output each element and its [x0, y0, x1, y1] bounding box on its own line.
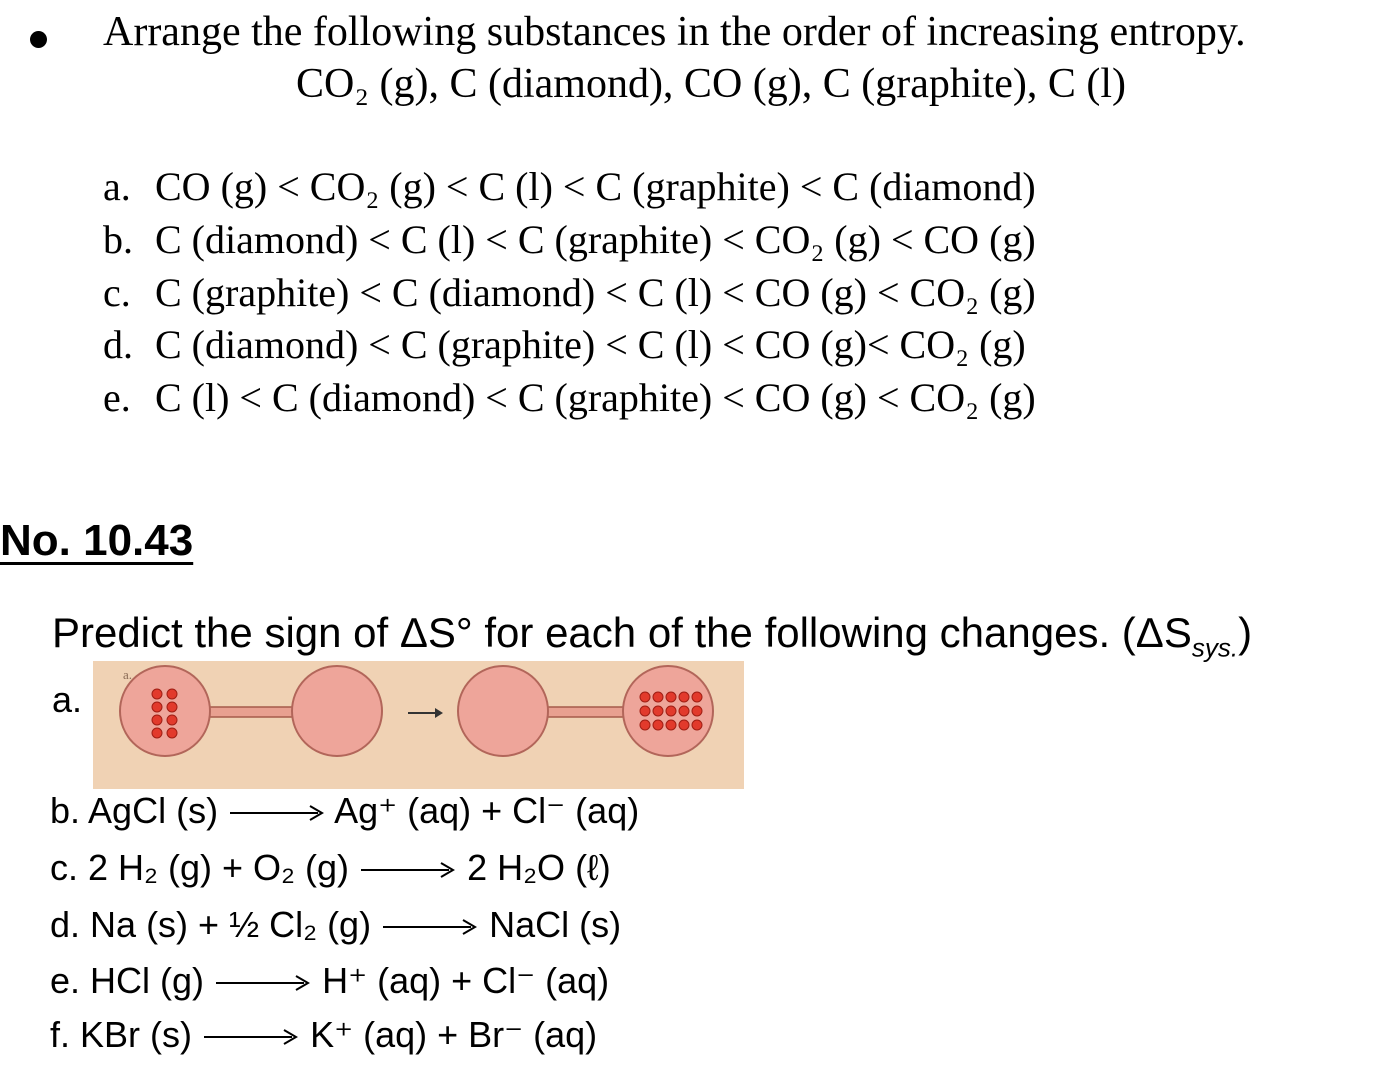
option-b[interactable] — [103, 217, 1036, 263]
products: Ag⁺ (aq) + Cl⁻ (aq) — [334, 790, 640, 831]
reaction-label: f. — [50, 1014, 71, 1055]
option-c[interactable] — [103, 270, 1036, 316]
reaction-arrow-icon — [383, 917, 477, 937]
reactants: AgCl (s) — [88, 790, 219, 831]
gas-bulbs-diagram — [93, 661, 744, 789]
reaction-d — [50, 900, 621, 950]
process-arrow-icon — [408, 708, 443, 718]
reaction-label: c. — [50, 847, 79, 888]
products: H⁺ (aq) + Cl⁻ (aq) — [322, 960, 610, 1001]
reaction-label: e. — [50, 960, 81, 1001]
option-label: e. — [103, 375, 131, 420]
reaction-arrow-icon — [216, 973, 310, 993]
option-label: b. — [103, 217, 133, 262]
option-a[interactable] — [103, 164, 1036, 210]
reactants: HCl (g) — [90, 960, 205, 1001]
prompt-main: Predict the sign of ΔS° for each of the following changes. (ΔS — [52, 609, 1192, 656]
reaction-e — [50, 956, 609, 1006]
final-state-bulbs — [458, 666, 713, 756]
reaction-arrow-icon — [361, 860, 455, 880]
option-text: C (l) < C (diamond) < C (graphite) < CO (g) < CO₂ (g) — [155, 375, 1036, 420]
products: K⁺ (aq) + Br⁻ (aq) — [310, 1014, 598, 1055]
question-prompt: Arrange the following substances in the order of increasing entropy. — [103, 9, 1246, 55]
reaction-arrow-icon — [204, 1027, 298, 1047]
option-label: d. — [103, 322, 133, 367]
option-text: C (graphite) < C (diamond) < C (l) < CO (g) < CO₂ (g) — [155, 270, 1036, 315]
substance-list: CO₂ (g), C (diamond), CO (g), C (graphite), C (l) — [296, 61, 1126, 107]
reaction-f — [50, 1010, 597, 1060]
figure-label: a. — [52, 679, 83, 720]
option-e[interactable] — [103, 375, 1036, 421]
gas-expansion-figure — [93, 661, 744, 789]
option-label: a. — [103, 164, 131, 209]
reaction-label: b. — [50, 790, 81, 831]
problem-number: No. 10.43 — [0, 516, 194, 565]
figure-inner-label: a. — [123, 667, 133, 682]
reactants: KBr (s) — [80, 1014, 193, 1055]
products: NaCl (s) — [489, 904, 622, 945]
option-d[interactable] — [103, 322, 1026, 368]
option-label: c. — [103, 270, 131, 315]
option-text: CO (g) < CO₂ (g) < C (l) < C (graphite) < C (diamond) — [155, 164, 1036, 209]
bullet-point — [30, 31, 47, 48]
reaction-c — [50, 843, 611, 893]
option-text: C (diamond) < C (l) < C (graphite) < CO₂ (g) < CO (g) — [155, 217, 1036, 262]
reaction-label: d. — [50, 904, 81, 945]
option-text: C (diamond) < C (graphite) < C (l) < CO (g)< CO₂ (g) — [155, 322, 1026, 367]
reactants: Na (s) + ½ Cl₂ (g) — [90, 904, 372, 945]
reaction-arrow-icon — [230, 803, 324, 823]
initial-state-bulbs — [120, 666, 382, 756]
products: 2 H₂O (ℓ) — [467, 847, 611, 888]
reactants: 2 H₂ (g) + O₂ (g) — [88, 847, 350, 888]
prompt-end: ) — [1238, 609, 1253, 656]
reaction-b — [50, 786, 639, 836]
prompt-subscript: sys. — [1191, 632, 1239, 663]
